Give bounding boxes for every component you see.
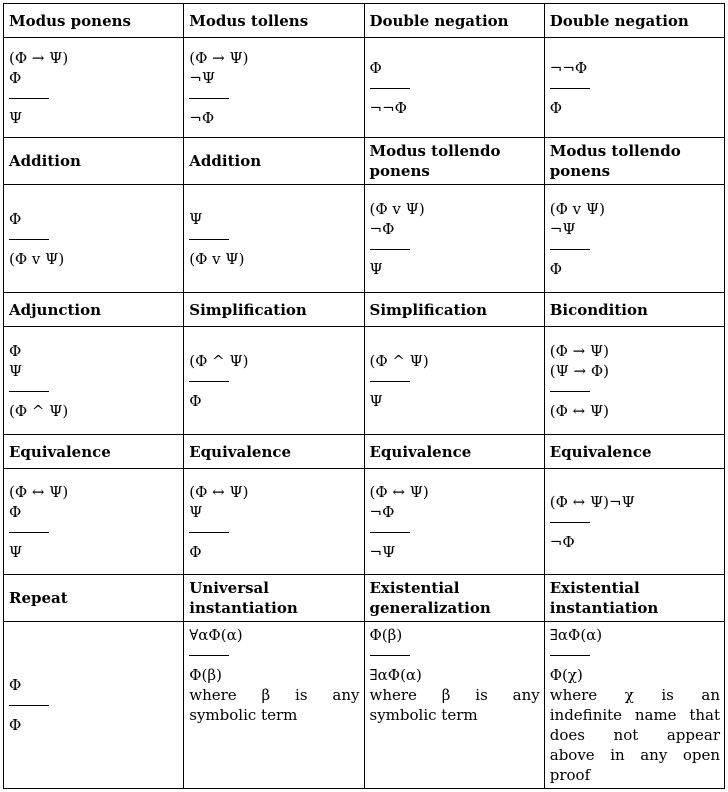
- conclusion: Ψ: [369, 391, 383, 410]
- conclusion: (Φ ↔ Ψ): [549, 401, 610, 420]
- rule-derivation: [364, 622, 544, 789]
- conclusion: ¬¬Φ: [369, 98, 407, 117]
- premise: Φ: [9, 68, 22, 87]
- rule-body-row: [4, 327, 725, 435]
- rule-name: Simplification: [364, 293, 544, 327]
- conclusion: Ψ: [9, 542, 23, 561]
- inference-line: [550, 88, 590, 89]
- inference-line: [550, 249, 590, 250]
- premise: Ψ: [189, 502, 203, 521]
- rule-derivation: [184, 622, 364, 789]
- conclusion: (Φ ^ Ψ): [9, 401, 69, 420]
- conclusion: Φ: [549, 259, 563, 278]
- rule-derivation: [544, 327, 724, 435]
- premise: (Φ ↔ Ψ)¬Ψ: [549, 492, 635, 511]
- rule-name: Existential instantiation: [544, 575, 724, 622]
- inference-line: [189, 532, 229, 533]
- conclusion: (Φ v Ψ): [189, 249, 245, 268]
- inference-line: [370, 381, 410, 382]
- rule-name: Equivalence: [184, 435, 364, 469]
- premise: (Φ v Ψ): [369, 199, 425, 218]
- conclusion: Φ: [189, 391, 202, 410]
- premise: Φ: [369, 58, 382, 77]
- rule-name: Equivalence: [4, 435, 184, 469]
- rule-name: Existential generalization: [364, 575, 544, 622]
- conclusion: Φ(χ): [549, 666, 583, 684]
- rule-derivation: [364, 327, 544, 435]
- rule-name: Modus tollendo ponens: [544, 138, 724, 185]
- rule-derivation: [364, 469, 544, 575]
- premise: ∀αΦ(α): [189, 626, 243, 644]
- rule-name: Repeat: [4, 575, 184, 622]
- rule-name: Double negation: [544, 4, 724, 38]
- inference-line: [9, 705, 49, 706]
- inference-line: [550, 522, 590, 523]
- inference-line: [9, 391, 49, 392]
- premise: ¬Φ: [369, 219, 395, 238]
- rule-condition-note: where χ is an indefinite name that does not appear above in any open proof: [549, 686, 720, 784]
- premise: Φ: [9, 676, 22, 694]
- conclusion: Φ: [189, 542, 202, 561]
- inference-rules-table: [3, 3, 725, 789]
- premise: Φ(β): [369, 626, 403, 644]
- rule-condition-note: where β is any symbolic term: [189, 686, 360, 724]
- rule-name: Equivalence: [364, 435, 544, 469]
- rule-derivation: [184, 38, 364, 138]
- rule-name-row: [4, 293, 725, 327]
- rule-condition-note: where β is any symbolic term: [369, 686, 540, 724]
- conclusion: ∃αΦ(α): [369, 666, 422, 684]
- premise: ¬Ψ: [189, 68, 215, 87]
- rule-derivation: [544, 38, 724, 138]
- rule-derivation: [544, 185, 724, 293]
- rule-derivation: [4, 38, 184, 138]
- premise: Ψ: [189, 209, 203, 228]
- rule-name: Universal instantiation: [184, 575, 364, 622]
- rule-derivation: [184, 185, 364, 293]
- conclusion: Φ(β): [189, 666, 222, 684]
- rule-derivation: [4, 622, 184, 789]
- conclusion: Φ: [9, 716, 22, 734]
- rule-name: Bicondition: [544, 293, 724, 327]
- premise: Φ: [9, 209, 22, 228]
- conclusion: Ψ: [9, 108, 23, 127]
- rule-derivation: [544, 469, 724, 575]
- premise: Ψ: [9, 361, 23, 380]
- rule-derivation: [364, 185, 544, 293]
- premise: (Φ ↔ Ψ): [369, 482, 429, 501]
- inference-line: [550, 391, 590, 392]
- rule-name: Addition: [184, 138, 364, 185]
- rule-body-row: [4, 469, 725, 575]
- inference-line: [370, 532, 410, 533]
- rule-name-row: [4, 4, 725, 38]
- premise: ¬Φ: [369, 502, 395, 521]
- premise: (Φ → Ψ): [9, 48, 69, 67]
- rule-derivation: [184, 327, 364, 435]
- conclusion: Φ: [549, 98, 563, 117]
- rule-derivation: [544, 622, 724, 789]
- premise: Φ: [9, 341, 22, 360]
- inference-line: [189, 381, 229, 382]
- premise: (Φ ↔ Ψ): [189, 482, 249, 501]
- premise: (Φ ↔ Ψ): [9, 482, 69, 501]
- rule-name: Modus tollens: [184, 4, 364, 38]
- rule-name-row: [4, 575, 725, 622]
- inference-line: [370, 249, 410, 250]
- rule-body-row: [4, 622, 725, 789]
- inference-line: [550, 655, 590, 656]
- premise: (Φ → Ψ): [549, 341, 610, 360]
- rule-name-row: [4, 138, 725, 185]
- conclusion: Ψ: [369, 259, 383, 278]
- inference-line: [189, 655, 229, 656]
- rule-derivation: [4, 185, 184, 293]
- rule-derivation: [364, 38, 544, 138]
- premise: (Ψ → Φ): [549, 361, 610, 380]
- inference-line: [9, 98, 49, 99]
- rule-name: Modus ponens: [4, 4, 184, 38]
- conclusion: (Φ v Ψ): [9, 249, 65, 268]
- rule-derivation: [4, 469, 184, 575]
- rule-derivation: [184, 469, 364, 575]
- premise: ∃αΦ(α): [549, 626, 603, 644]
- premise: ¬¬Φ: [549, 58, 588, 77]
- inference-line: [189, 98, 229, 99]
- rule-name: Adjunction: [4, 293, 184, 327]
- conclusion: ¬Ψ: [369, 542, 396, 561]
- premise: (Φ ^ Ψ): [189, 351, 249, 370]
- conclusion: ¬Φ: [189, 108, 215, 127]
- premise: ¬Ψ: [549, 219, 576, 238]
- rule-body-row: [4, 38, 725, 138]
- premise: (Φ → Ψ): [189, 48, 249, 67]
- rule-derivation: [4, 327, 184, 435]
- rule-body-row: [4, 185, 725, 293]
- inference-line: [370, 88, 410, 89]
- rule-name: Double negation: [364, 4, 544, 38]
- rule-name-row: [4, 435, 725, 469]
- premise: (Φ v Ψ): [549, 199, 605, 218]
- premise: (Φ ^ Ψ): [369, 351, 429, 370]
- inference-line: [9, 239, 49, 240]
- rule-name: Modus tollendo ponens: [364, 138, 544, 185]
- inference-line: [370, 655, 410, 656]
- inference-line: [9, 532, 49, 533]
- inference-line: [189, 239, 229, 240]
- rule-name: Addition: [4, 138, 184, 185]
- rule-name: Equivalence: [544, 435, 724, 469]
- rules-table-body: [4, 4, 725, 789]
- rule-name: Simplification: [184, 293, 364, 327]
- premise: Φ: [9, 502, 22, 521]
- conclusion: ¬Φ: [549, 532, 575, 551]
